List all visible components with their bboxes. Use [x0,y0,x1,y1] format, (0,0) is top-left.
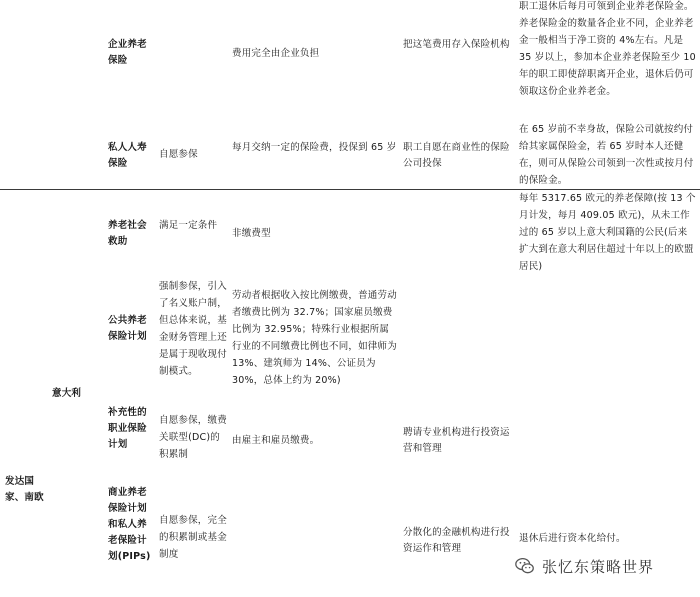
system-occupational: 自愿参保，缴费关联型(DC)的积累制 [159,415,227,460]
watermark-text: 张忆东策略世界 [542,557,655,576]
row-type-social-assistance: 养老社会救助 [108,220,147,247]
benefit-enterprise-pension: 职工退休后每月可领到企业养老保险金。养老保险金的数量各企业不同，企业养老金一般相当于净工资的 4%左右。凡是 35 岁以上，参加本企业养老保险至少 10 年的职工即使辞职离开企业，退休后仍可领取这份企业养老金。 [519,1,696,97]
region-label: 发达国家、南欧 [5,476,44,503]
funding-occupational: 由雇主和雇员缴费。 [232,435,320,446]
row-type-commercial-pips: 商业养老保险计划和私人养老保险计划(PIPs) [108,487,151,562]
system-commercial-pips: 自愿参保，完全的积累制或基金制度 [159,515,227,560]
system-social-assistance: 满足一定条件 [159,220,218,231]
funding-private-life: 每月交纳一定的保险费，投保到 65 岁 [232,142,397,153]
row-type-enterprise-pension: 企业养老保险 [108,39,147,66]
management-occupational: 聘请专业机构进行投资运营和管理 [403,427,510,454]
benefit-social-assistance: 每年 5317.65 欧元的养老保障(按 13 个月计发，每月 409.05 欧元)，从未工作过的 65 岁以上意大利国籍的公民(后来扩大到在意大利居住超过十年以上的欧盟居民) [519,193,696,272]
watermark [514,552,700,580]
management-commercial-pips: 分散化的金融机构进行投资运作和管理 [403,527,510,554]
benefit-private-life: 在 65 岁前不幸身故，保险公司就按约付给其家属保险金，若 65 岁时本人还健在，则可从保险公司领到一次性或按月付的保险金。 [519,124,694,186]
system-public-pension: 强制参保，引入了名义账户制，但总体来说，基金财务管理上还是属于现收现付制模式。 [159,281,227,377]
funding-enterprise-pension: 费用完全由企业负担 [232,48,320,59]
system-private-life: 自愿参保 [159,149,198,160]
row-type-occupational: 补充性的职业保险计划 [108,407,147,450]
row-type-public-pension: 公共养老保险计划 [108,315,147,342]
funding-public-pension: 劳动者根据收入按比例缴费，普通劳动者缴费比例为 32.7%；国家雇员缴费比例为 32.95%；特殊行业根据所属行业的不同缴费比例也不同，如律师为 13%、建筑师为 14%、公证员为 30%，总体上约为 20%) [232,290,397,386]
management-private-life: 职工自愿在商业性的保险公司投保 [403,142,510,169]
funding-social-assistance: 非缴费型 [232,228,271,239]
benefit-commercial-pips: 退休后进行资本化给付。 [519,533,626,544]
management-enterprise-pension: 把这笔费用存入保险机构 [403,39,510,50]
country-label: 意大利 [52,388,82,399]
row-type-private-life: 私人人寿保险 [108,142,147,169]
wechat-icon [514,555,536,577]
